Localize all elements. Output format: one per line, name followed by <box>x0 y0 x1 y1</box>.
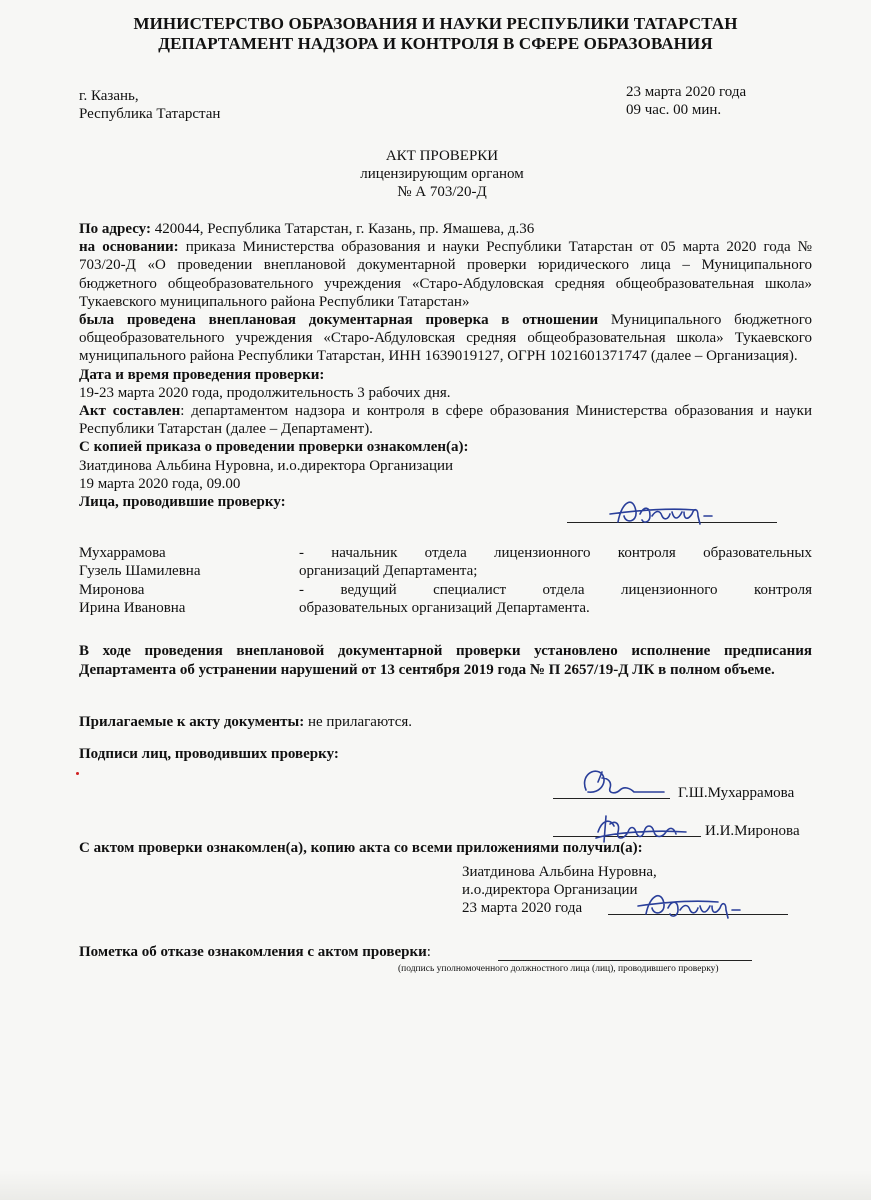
act-time: 09 час. 00 мин. <box>626 102 722 118</box>
act-body <box>79 220 812 511</box>
conducted-paragraph <box>79 311 812 366</box>
place-city: г. Казань, <box>79 88 139 104</box>
department-name: ДЕПАРТАМЕНТ НАДЗОРА И КОНТРОЛЯ В СФЕРЕ ОБРАЗОВАНИЯ <box>158 34 713 53</box>
address-value: 420044, Республика Татарстан, г. Казань, пр. Ямашева, д.36 <box>150 221 535 237</box>
refusal-colon: : <box>426 944 431 960</box>
signer-2-name: И.И.Миронова <box>705 823 800 839</box>
act-date: 23 марта 2020 года <box>626 84 747 100</box>
finding-text: В ходе проведения внеплановой документарной проверки установлено исполнение предписания Департамента об устранении нарушений от 13 сентября 2019 года № П 2657/19-Д ЛК в полном объеме. <box>79 643 812 678</box>
refusal-signature-line <box>498 960 752 961</box>
inspector-2-role-line1: - ведущий специалист отдела лицензионного контроля <box>299 582 812 598</box>
refusal-caption: (подпись уполномоченного должностного лица (лиц), проводившего проверку) <box>398 964 719 974</box>
conducted-text: Муниципального бюджетного общеобразовательного учреждения «Старо-Абдуловская средняя общеобразовательная школа» Тукаевского муниципального района Республики Татарстан, ИНН 1639019127, ОГРН 1021601371747 (далее – Организация). <box>79 312 812 365</box>
signatures-label: Подписи лиц, проводивших проверку: <box>79 746 339 762</box>
inspector-1-name: Гузель Шамилевна <box>79 563 201 579</box>
attachments-line <box>79 714 412 731</box>
basis-text: приказа Министерства образования и науки Республики Татарстан от 05 марта 2020 года № 703/20-Д «О проведении внеплановой документарной проверки юридического лица – Муниципального бюджетного общеобразовательного учреждения «Старо-Абдуловская средняя общеобразовательная школа» Тукаевского муниципального района Республики Татарстан» <box>79 239 812 310</box>
compiled-paragraph <box>79 402 812 438</box>
refusal-line <box>79 944 431 961</box>
page-bottom-shadow <box>0 1170 871 1200</box>
received-date: 23 марта 2020 года <box>462 900 583 916</box>
inspection-dates-value: 19-23 марта 2020 года, продолжительность 3 рабочих дня. <box>79 384 451 401</box>
inspector-2-surname: Миронова <box>79 582 145 598</box>
finding-block <box>79 642 812 680</box>
received-person: Зиатдинова Альбина Нуровна, <box>462 864 657 880</box>
refusal-label: Пометка об отказе ознакомления с актом проверки <box>79 944 427 960</box>
inspector-2-role-line2: образовательных организаций Департамента. <box>299 600 590 616</box>
signature-mukharramova <box>572 764 672 804</box>
inspector-1-surname: Мухаррамова <box>79 545 166 561</box>
attachments-value: не прилагаются. <box>304 714 412 730</box>
document-title: АКТ ПРОВЕРКИ <box>385 148 499 164</box>
signature-ziatdinova-2 <box>630 886 770 926</box>
inspector-1-role-line1: - начальник отдела лицензионного контроля образовательных <box>299 545 812 561</box>
red-mark <box>76 772 79 775</box>
ministry-name: МИНИСТЕРСТВО ОБРАЗОВАНИЯ И НАУКИ РЕСПУБЛИКИ ТАТАРСТАН <box>133 14 738 33</box>
received-position: и.о.директора Организации <box>462 882 638 898</box>
inspectors-label: Лица, проводившие проверку: <box>79 494 286 511</box>
signer-1-name: Г.Ш.Мухаррамова <box>678 785 795 801</box>
basis-paragraph <box>79 238 812 311</box>
order-familiarized-label: С копией приказа о проведении проверки ознакомлен(а): <box>79 439 469 456</box>
address-paragraph <box>79 220 812 238</box>
compiled-label: Акт составлен <box>79 403 181 420</box>
inspector-1-role-line2: организаций Департамента; <box>299 563 478 579</box>
document-subtitle: лицензирующим органом <box>360 166 524 182</box>
inspection-dates-label: Дата и время проведения проверки: <box>79 366 325 383</box>
signature-ziatdinova-1 <box>600 492 770 532</box>
address-label: По адресу: <box>79 221 151 237</box>
order-familiarized-date: 19 марта 2020 года, 09.00 <box>79 475 241 492</box>
received-label: С актом проверки ознакомлен(а), копию акта со всеми приложениями получил(а): <box>79 840 643 856</box>
conducted-label: была проведена внеплановая документарная проверка в отношении <box>79 312 599 329</box>
compiled-text: : департаментом надзора и контроля в сфере образования Министерства образования и науки Республики Татарстан (далее – Департамент). <box>79 403 812 438</box>
basis-label: на основании: <box>79 239 179 256</box>
attachments-label: Прилагаемые к акту документы: <box>79 714 305 730</box>
document-number: № А 703/20-Д <box>397 184 487 200</box>
inspector-2-name: Ирина Ивановна <box>79 600 186 616</box>
order-familiarized-person: Зиатдинова Альбина Нуровна, и.о.директора Организации <box>79 457 454 474</box>
place-region: Республика Татарстан <box>79 106 221 122</box>
